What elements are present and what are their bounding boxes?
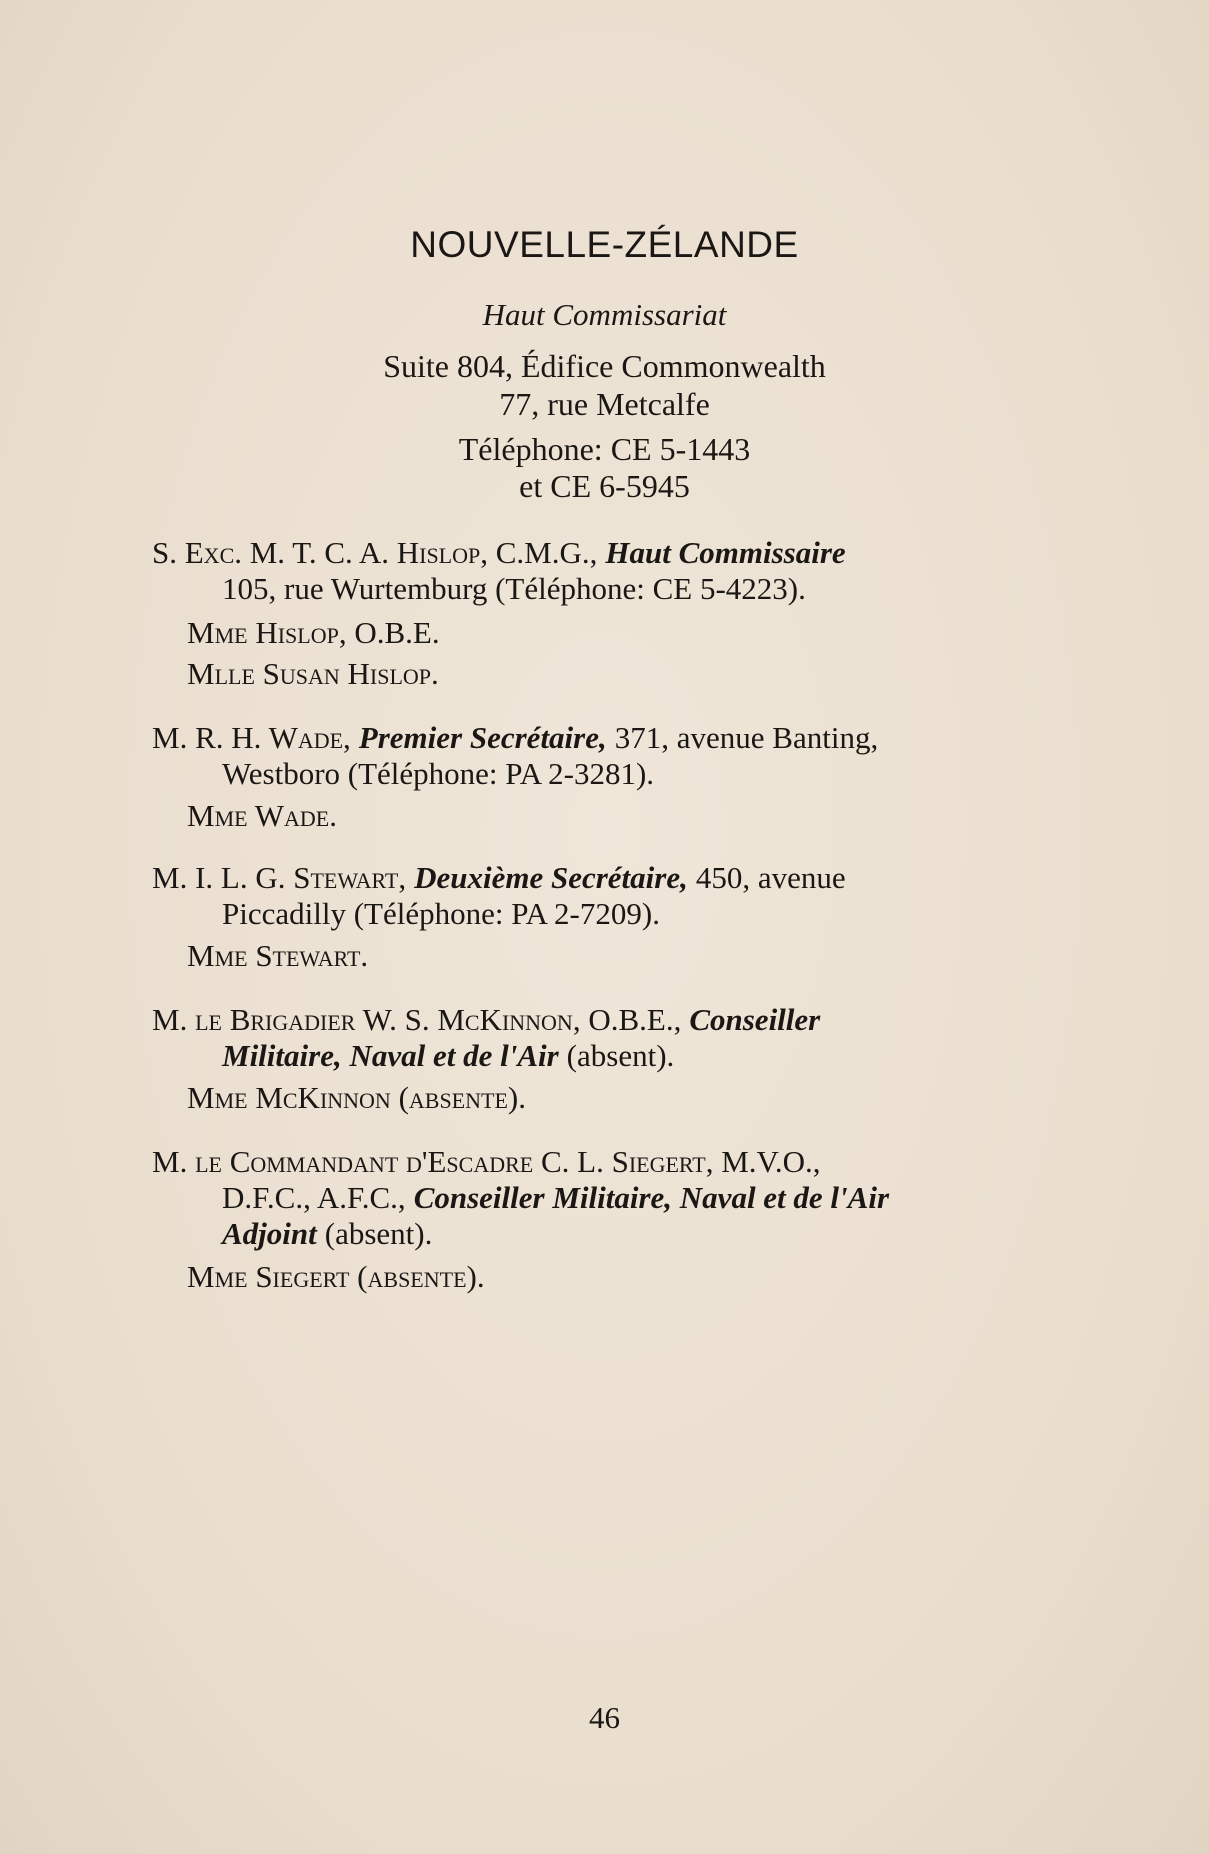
- entry-3-role: Deuxième Secrétaire,: [414, 860, 688, 895]
- entry-1-family-1: Mme Hislop, O.B.E.: [187, 615, 440, 650]
- entry-4-role: Conseiller: [689, 1002, 821, 1037]
- entry-4-detail-line: [222, 1037, 674, 1074]
- address-line-2: 77, rue Metcalfe: [499, 386, 710, 422]
- entry-2-detail: Westboro (Téléphone: PA 2-3281).: [222, 756, 655, 791]
- entry-4-role-2: Militaire, Naval et de l'Air: [222, 1038, 559, 1073]
- entry-1-name: S. Exc. M. T. C. A. Hislop, C.M.G.,: [152, 535, 598, 570]
- entry-1-heading: [152, 534, 846, 571]
- entry-2-name: M. R. H. Wade,: [152, 720, 351, 755]
- entry-3-rest: 450, avenue: [695, 860, 846, 895]
- entry-1-role: Haut Commissaire: [605, 535, 846, 570]
- entry-5-role-2: Adjoint: [222, 1216, 317, 1251]
- entry-3-family-1: Mme Stewart.: [187, 938, 369, 973]
- entry-4-family-1: Mme McKinnon (absente).: [187, 1080, 526, 1115]
- page-number: 46: [589, 1700, 620, 1735]
- entry-1-family-2: Mlle Susan Hislop.: [187, 656, 439, 691]
- entry-2-role: Premier Secrétaire,: [358, 720, 607, 755]
- entry-5-role: Conseiller Militaire, Naval et de l'Air: [413, 1180, 890, 1215]
- entry-4-name: M. le Brigadier W. S. McKinnon, O.B.E.,: [152, 1002, 682, 1037]
- entry-5-line-2: [222, 1179, 889, 1216]
- address-line-1: Suite 804, Édifice Commonwealth: [383, 348, 826, 384]
- entry-5-decorations: D.F.C., A.F.C.,: [222, 1180, 406, 1215]
- entry-5-name: M. le Commandant d'Escadre C. L. Siegert, M.V.O.,: [152, 1144, 821, 1179]
- entry-3-detail: Piccadilly (Téléphone: PA 2-7209).: [222, 896, 660, 931]
- entry-3-name: M. I. L. G. Stewart,: [152, 860, 407, 895]
- country-title: NOUVELLE-ZÉLANDE: [410, 224, 799, 265]
- office-subtitle: Haut Commissariat: [482, 297, 727, 332]
- entry-2-family-1: Mme Wade.: [187, 798, 337, 833]
- entry-1-detail: 105, rue Wurtemburg (Téléphone: CE 5-4223).: [222, 571, 806, 606]
- entry-5-detail: (absent).: [324, 1216, 433, 1251]
- phone-line-2: et CE 6-5945: [519, 468, 690, 504]
- entry-4-heading: [152, 1001, 820, 1038]
- entry-4-detail: (absent).: [566, 1038, 675, 1073]
- entry-5-line-3: [222, 1215, 432, 1252]
- phone-line-1: Téléphone: CE 5-1443: [458, 431, 751, 467]
- entry-5-family-1: Mme Siegert (absente).: [187, 1259, 485, 1294]
- entry-2-rest: 371, avenue Banting,: [614, 720, 879, 755]
- entry-2-heading: [152, 719, 878, 756]
- entry-3-heading: [152, 859, 846, 896]
